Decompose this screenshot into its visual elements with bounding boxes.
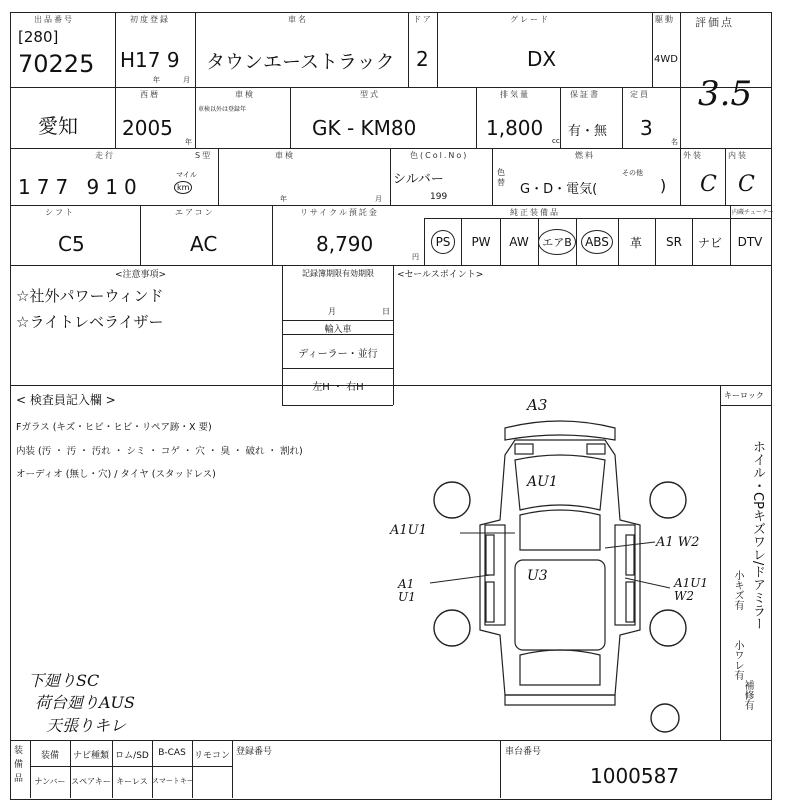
mileage-label: 走行 [95, 151, 115, 160]
first-registration: H17 9 [120, 48, 180, 72]
fuel-options: G・D・電気( [520, 182, 598, 197]
lot-number: 70225 [18, 50, 95, 78]
inspection-label: 車検 [235, 90, 255, 99]
grid-r2-c1: ナンバー [34, 777, 66, 786]
location: 愛知 [38, 114, 78, 138]
capacity-unit: 名 [671, 138, 678, 146]
equip-abs: ABS [576, 218, 618, 266]
exterior-grade: C [700, 172, 717, 197]
grid-r1-c2: ナビ種類 [72, 751, 109, 761]
doors-value: 2 [416, 47, 429, 71]
equip-dtv: DTV [737, 235, 763, 249]
mark-center: U3 [527, 568, 548, 584]
inspection2-label: 車検 [275, 151, 295, 160]
interior-grade: C [738, 172, 755, 197]
grid-r2-c2: スペアキー [71, 777, 111, 786]
warranty-label: 保証書 [570, 90, 600, 99]
grid-r1-c5: リモコン [193, 751, 230, 761]
inspection-note: 車検以外は登録年 [198, 106, 247, 113]
equip-aw: AW [509, 235, 529, 249]
shift-label: シフト [45, 208, 75, 217]
grid-r2-c4: スマートキー [152, 777, 194, 785]
model-code: GK - KM80 [312, 116, 417, 140]
note-1: ☆社外パワーウィンド [16, 287, 164, 305]
equip-pw: PW [471, 235, 491, 249]
inspector-line-glass: Fガラス (キズ・ヒビ・ヒビ・リペア跡・X 要) [16, 422, 212, 433]
tuner-label: 内蔵チューナー [732, 209, 774, 216]
equipment-label: 純正装備品 [510, 208, 560, 217]
chassis-number: 1000587 [590, 764, 680, 788]
color-number: 199 [430, 192, 448, 202]
note-2: ☆ライトレベライザー [16, 313, 164, 331]
record-month: 月 [328, 307, 336, 316]
sales-point-label: <セールスポイント> [397, 270, 484, 280]
first-reg-month-unit: 月 [183, 76, 190, 84]
shift-value: C5 [58, 232, 85, 256]
mark-left-lower: A1 U1 [398, 577, 416, 604]
inspector-label: < 検査員記入欄 > [16, 393, 116, 407]
handwritten-note-1: 下廻りSC [28, 671, 100, 690]
vertical-extra-2: 小ワレ有 [732, 640, 743, 680]
grid-r1-c1: 装備 [40, 751, 59, 761]
inspection-month-unit: 月 [375, 195, 382, 203]
fuel-label: 燃料 [575, 151, 595, 160]
score-label: 評価点 [695, 16, 734, 29]
inspector-line-audio: オーディオ (無し・穴) / タイヤ (スタッドレス) [16, 469, 216, 480]
inspection-year-unit: 年 [280, 195, 287, 203]
fuel-other: その他 [622, 169, 643, 177]
lot-label: 出品番号 [34, 15, 74, 24]
equip-navi: ナビ [697, 235, 722, 250]
grid-r1-c4: B-CAS [158, 748, 186, 758]
chassis-label: 車台番号 [505, 747, 542, 757]
mark-right-upper: A1 W2 [656, 535, 700, 550]
side-label: 装 備 品 [14, 746, 24, 784]
vertical-extra-1: 小キズ有 [732, 570, 743, 610]
year-label: 西暦 [140, 90, 160, 99]
recycle-unit: 円 [412, 253, 419, 261]
equip-ps: PS [426, 218, 460, 266]
color-label: 色(Col.No) [410, 151, 469, 160]
exterior-label: 外装 [683, 151, 703, 160]
equip-airbag: エアB [538, 218, 576, 266]
capacity-label: 定員 [630, 90, 650, 99]
fuel-close: ) [660, 176, 667, 195]
mark-top: A3 [527, 396, 548, 414]
first-reg-year-unit: 年 [153, 76, 160, 84]
mark-right-lower: A1U1 W2 [674, 576, 709, 603]
drive-value: 4WD [654, 54, 678, 65]
keylock-label: キーロック [724, 391, 764, 400]
grade-value: DX [527, 47, 557, 71]
drive-label: 駆動 [655, 15, 675, 24]
mark-left-upper: A1U1 [390, 523, 427, 538]
mileage-unit: km [174, 181, 192, 194]
car-diagram [410, 400, 710, 740]
grid-r2-c3: キーレス [116, 777, 148, 786]
equip-leather: 革 [629, 235, 642, 250]
inspector-line-interior: 内装 (汚 ・ 汚 ・ 汚れ ・ シミ ・ コゲ ・ 穴 ・ 臭 ・ 破れ ・ 割れ) [16, 446, 303, 457]
recycle-label: リサイクル預託金 [300, 208, 379, 217]
displacement-unit: cc [552, 137, 560, 145]
handwritten-note-2: 荷台廻りAUS [35, 693, 136, 712]
record-day: 日 [382, 307, 390, 316]
handwritten-note-3: 天張りキレ [46, 716, 126, 735]
notes-label: <注意事項> [115, 270, 167, 280]
import-label: 輸入車 [324, 325, 352, 335]
displacement-value: 1,800 [486, 116, 544, 140]
color-change: 色替 [497, 168, 505, 187]
model-name-label: 車名 [288, 15, 308, 24]
record-label: 記録簿期限有効期限 [302, 269, 374, 278]
year-value: 2005 [122, 116, 173, 140]
dealer-label: ディーラー・並行 [298, 349, 378, 360]
displacement-label: 排気量 [500, 90, 530, 99]
grade-label: グレード [510, 15, 550, 24]
handle-label: 左H ・ 右H [312, 382, 364, 393]
lot-prefix: [280] [18, 28, 59, 46]
score-value: 3.5 [698, 74, 753, 114]
doors-label: ドア [413, 15, 433, 24]
recycle-fee: 8,790 [316, 232, 374, 256]
model-type-label: 型式 [360, 90, 380, 99]
mileage-unit-top: マイル [176, 171, 197, 179]
capacity-value: 3 [640, 116, 653, 140]
color-name: シルバー [393, 172, 444, 187]
vehicle-name: タウンエーストラック [206, 51, 395, 73]
aircon-value: AC [190, 232, 218, 256]
s-type-label: S型 [195, 151, 213, 160]
vertical-extra-3: 補修有 [742, 680, 753, 710]
mileage-value: 177 910 [18, 175, 143, 199]
grid-r1-c3: ロム/SD [115, 751, 149, 761]
warranty-value: 有・無 [568, 124, 608, 139]
first-reg-label: 初度登録 [130, 15, 170, 24]
aircon-label: エアコン [175, 208, 215, 217]
equip-sr: SR [666, 235, 682, 249]
reg-number-label: 登録番号 [236, 747, 273, 757]
vertical-note: ホイル・CPキズワレ/ドアミラー [750, 440, 765, 631]
interior-label: 内装 [728, 151, 748, 160]
year-unit: 年 [185, 138, 192, 146]
mark-hood: AU1 [527, 474, 558, 490]
